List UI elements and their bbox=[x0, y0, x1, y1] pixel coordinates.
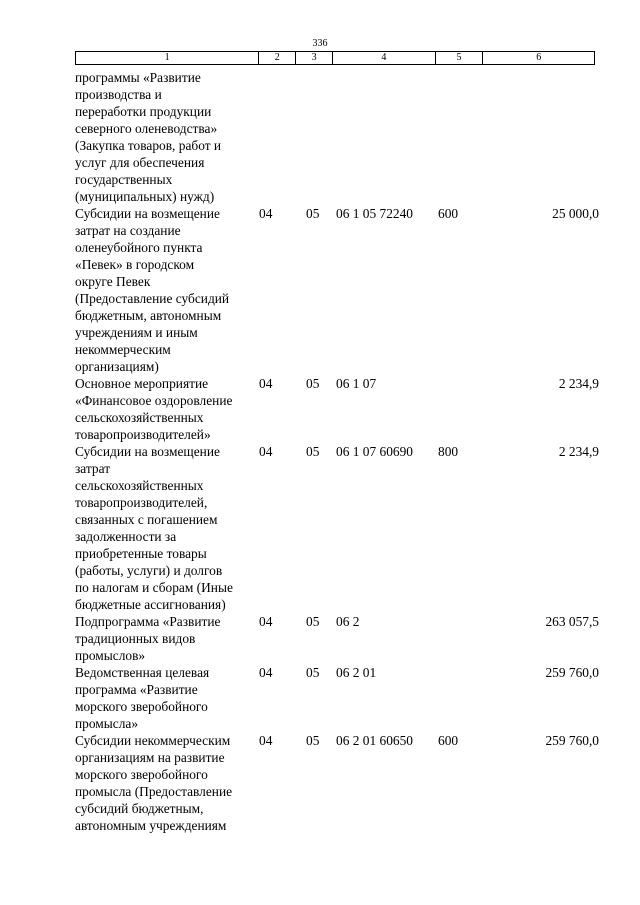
budget-table-body bbox=[75, 69, 605, 834]
description-line: по налогам и сборам (Иные bbox=[75, 580, 233, 595]
description-line: оленеубойного пункта bbox=[75, 240, 203, 255]
description-line: «Певек» в городском bbox=[75, 257, 195, 272]
expense-type-code: 600 bbox=[438, 733, 459, 748]
description-line: Субсидии на возмещение bbox=[75, 444, 220, 459]
expense-type-code: 600 bbox=[438, 206, 459, 221]
row-description bbox=[75, 664, 259, 732]
column-header-2: 2 bbox=[259, 52, 296, 64]
description-line: товаропроизводителей» bbox=[75, 427, 211, 442]
description-line: учреждениям и иным bbox=[75, 325, 198, 340]
expense-type-code bbox=[438, 69, 486, 205]
description-line: (Предоставление субсидий bbox=[75, 291, 230, 306]
description-line: субсидий бюджетным, bbox=[75, 801, 204, 816]
table-row bbox=[75, 205, 605, 375]
description-line: традиционных видов bbox=[75, 631, 196, 646]
description-line: организациям на развитие bbox=[75, 750, 225, 765]
description-line: сельскохозяйственных bbox=[75, 478, 204, 493]
description-line: услуг для обеспечения bbox=[75, 155, 205, 170]
table-row bbox=[75, 375, 605, 443]
target-article-code: 06 1 07 bbox=[336, 376, 377, 391]
description-line: (Закупка товаров, работ и bbox=[75, 138, 222, 153]
description-line: (муниципальных) нужд) bbox=[75, 189, 215, 204]
column-header-3: 3 bbox=[296, 52, 333, 64]
row-description bbox=[75, 443, 259, 613]
description-line: производства и bbox=[75, 87, 162, 102]
description-line: морского зверобойного bbox=[75, 767, 208, 782]
page-number: 336 bbox=[312, 38, 328, 49]
section-code: 04 bbox=[259, 376, 273, 391]
expense-type-code bbox=[438, 613, 486, 664]
table-row bbox=[75, 664, 605, 732]
target-article-code: 06 2 01 60650 bbox=[336, 733, 413, 748]
target-article-code: 06 1 07 60690 bbox=[336, 444, 413, 459]
description-line: программы «Развитие bbox=[75, 70, 201, 85]
subsection-code: 05 bbox=[306, 206, 320, 221]
table-row bbox=[75, 732, 605, 834]
description-line: государственных bbox=[75, 172, 173, 187]
section-code: 04 bbox=[259, 614, 273, 629]
description-line: морского зверобойного bbox=[75, 699, 208, 714]
description-line: бюджетным, автономным bbox=[75, 308, 222, 323]
description-line: (работы, услуги) и долгов bbox=[75, 563, 223, 578]
target-article-code bbox=[336, 69, 438, 205]
description-line: связанных с погашением bbox=[75, 512, 218, 527]
description-line: Субсидии на возмещение bbox=[75, 206, 220, 221]
column-header-6: 6 bbox=[536, 52, 542, 63]
description-line: Субсидии некоммерческим bbox=[75, 733, 231, 748]
target-article-code: 06 2 01 bbox=[336, 665, 377, 680]
row-description bbox=[75, 375, 259, 443]
amount-value: 263 057,5 bbox=[545, 614, 599, 629]
section-code bbox=[259, 69, 306, 205]
description-line: Основное мероприятие bbox=[75, 376, 209, 391]
amount-value: 259 760,0 bbox=[545, 665, 599, 680]
subsection-code: 05 bbox=[306, 733, 320, 748]
subsection-code: 05 bbox=[306, 614, 320, 629]
description-line: организациям) bbox=[75, 359, 159, 374]
amount-value: 2 234,9 bbox=[558, 444, 599, 459]
table-row bbox=[75, 69, 605, 205]
target-article-code: 06 2 bbox=[336, 614, 360, 629]
target-article-code: 06 1 05 72240 bbox=[336, 206, 413, 221]
subsection-code: 05 bbox=[306, 444, 320, 459]
description-line: сельскохозяйственных bbox=[75, 410, 204, 425]
row-description bbox=[75, 69, 259, 205]
description-line: промысла (Предоставление bbox=[75, 784, 233, 799]
expense-type-code bbox=[438, 664, 486, 732]
table-column-header bbox=[75, 51, 595, 65]
column-header-1: 1 bbox=[76, 52, 259, 64]
row-description bbox=[75, 613, 259, 664]
amount-value bbox=[486, 69, 599, 205]
expense-type-code bbox=[438, 375, 486, 443]
subsection-code: 05 bbox=[306, 376, 320, 391]
description-line: приобретенные товары bbox=[75, 546, 207, 561]
description-line: бюджетные ассигнования) bbox=[75, 597, 226, 612]
description-line: «Финансовое оздоровление bbox=[75, 393, 233, 408]
amount-value: 259 760,0 bbox=[545, 733, 599, 748]
subsection-code: 05 bbox=[306, 665, 320, 680]
description-line: северного оленеводства» bbox=[75, 121, 218, 136]
amount-value: 2 234,9 bbox=[558, 376, 599, 391]
description-line: промыслов» bbox=[75, 648, 146, 663]
description-line: товаропроизводителей, bbox=[75, 495, 208, 510]
column-header-5: 5 bbox=[436, 52, 484, 64]
description-line: промысла» bbox=[75, 716, 139, 731]
description-line: затрат на создание bbox=[75, 223, 181, 238]
section-code: 04 bbox=[259, 665, 273, 680]
description-line: округе Певек bbox=[75, 274, 151, 289]
row-description bbox=[75, 205, 259, 375]
description-line: автономным учреждениям bbox=[75, 818, 227, 833]
description-line: затрат bbox=[75, 461, 111, 476]
section-code: 04 bbox=[259, 733, 273, 748]
description-line: Подпрограмма «Развитие bbox=[75, 614, 221, 629]
table-row bbox=[75, 443, 605, 613]
amount-value: 25 000,0 bbox=[552, 206, 599, 221]
description-line: переработки продукции bbox=[75, 104, 212, 119]
expense-type-code: 800 bbox=[438, 444, 459, 459]
section-code: 04 bbox=[259, 206, 273, 221]
row-description bbox=[75, 732, 259, 834]
description-line: некоммерческим bbox=[75, 342, 171, 357]
table-row bbox=[75, 613, 605, 664]
description-line: программа «Развитие bbox=[75, 682, 198, 697]
column-header-4: 4 bbox=[333, 52, 436, 64]
subsection-code bbox=[306, 69, 336, 205]
description-line: задолженности за bbox=[75, 529, 177, 544]
description-line: Ведомственная целевая bbox=[75, 665, 210, 680]
section-code: 04 bbox=[259, 444, 273, 459]
